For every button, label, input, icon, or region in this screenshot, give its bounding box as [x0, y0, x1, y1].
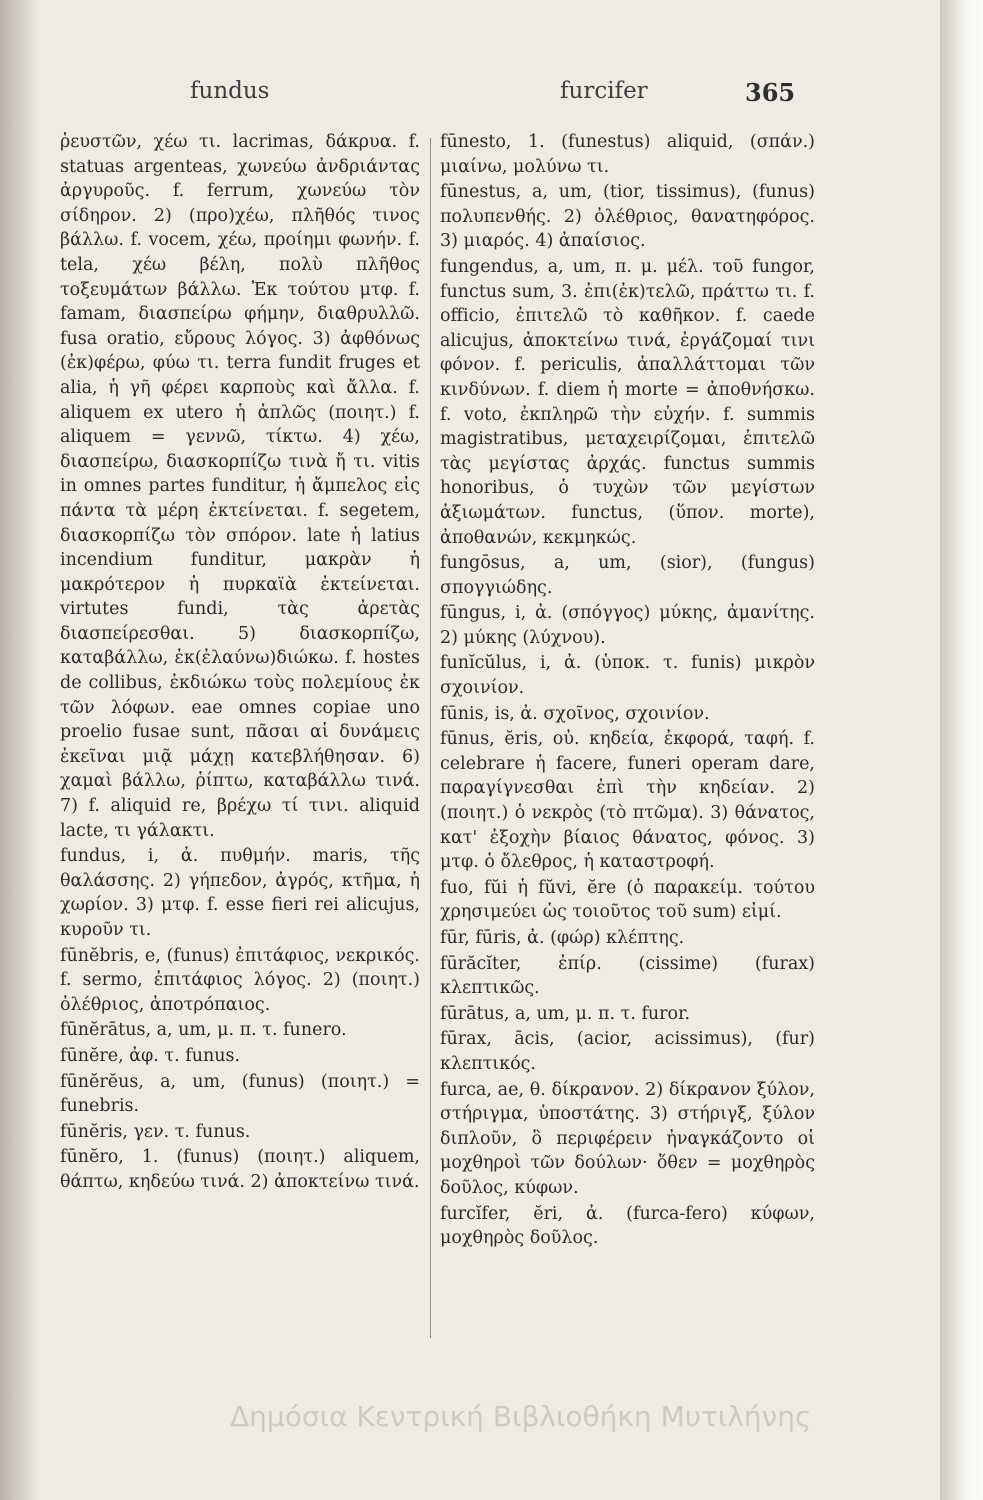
- entry-furca: furca, ae, θ. δίκρανον. 2) δίκρανον ξύλον, στήριγμα, ὑποστάτης. 3) στήριγξ, ξύλον διπλοῦν, ὃ περιφέρειν ἠναγκάζοντο οἱ μοχθηροὶ τῶν δούλων· ὅθεν = μοχθηρὸς δοῦλος, κύφων.: [440, 1079, 815, 1198]
- entry-funeratus: fūnĕrātus, a, um, μ. π. τ. funero.: [60, 1020, 347, 1041]
- entry-funeris: fūnĕris, γεν. τ. funus.: [60, 1121, 251, 1142]
- entry-furaciter: fūrăcĭter, ἐπίρ. (cissime) (furax) κλεπτικῶς.: [440, 953, 815, 999]
- entry-funus: fūnus, ĕris, οὐ. κηδεία, ἐκφορά, ταφή. f. celebrare ἡ facere, funeri operam dare, παραγίγνεσθαι ἐπὶ τὴν κηδείαν. 2) (ποιητ.) ὁ νεκρὸς (τὸ πτῶμα). 3) θάνατος, κατ' ἐξοχὴν βίαιος θάνατος, φόνος. 3) μτφ. ὁ ὄλεθρος, ἡ καταστροφή.: [440, 729, 815, 873]
- page-edge: [940, 0, 983, 1500]
- entry-furcifer: furcĭfer, ĕri, ἀ. (furca-fero) κύφων, μοχθηρὸς δοῦλος.: [440, 1203, 815, 1249]
- entry-fundus: fundus, i, ἀ. πυθμήν. maris, τῆς θαλάσσης. 2) γήπεδον, ἀγρός, κτῆμα, ἡ χωρίον. 3) μτφ. f. esse fieri rei alicujus, κυροῦν τι.: [60, 846, 420, 940]
- entry-funereus: fūnĕrĕus, a, um, (funus) (ποιητ.) = funebris.: [60, 1071, 420, 1117]
- entry-fur: fūr, fūris, ἀ. (φώρ) κλέπτης.: [440, 928, 685, 948]
- entry-funero: fūnĕro, 1. (funus) (ποιητ.) aliquem, θάπτω, κηδεύω τινά. 2) ἀποκτείνω τινά.: [60, 1147, 420, 1192]
- gutter-shadow: [0, 0, 40, 1500]
- entry-fundo-continued: ῥευστῶν, χέω τι. lacrimas, δάκρυα. f. statuas argenteas, χωνεύω ἀνδριάντας ἀργυροῦς. f. ferrum, χωνεύω τὸν σίδηρον. 2) (προ)χέω, πλῆθός τινος βάλλω. f. vocem, χέω, προίημι φωνήν. f. tela, χέω βέλη, πολὺ πλῆθος τοξευμάτων βάλλω. Ἐκ τούτου μτφ. f. famam, διασπείρω φήμην, διαθρυλλῶ. fusa oratio, εὔρους λόγος. 3) ἀφθόνως (ἐκ)φέρω, φύω τι. terra fundit fruges et alia, ἡ γῆ φέρει καρποὺς καὶ ἄλλα. f. aliquem ex utero ἡ ἁπλῶς (ποιητ.) f. aliquem = γεννῶ, τίκτω. 4) χέω, διασπείρω, διασκορπίζω τινὰ ἤ τι. vitis in omnes partes funditur, ἡ ἄμπελος εἰς πάντα τὰ μέρη ἐκτείνεται. f. segetem, διασκορπίζω τὸν σπόρον. late ἡ latius incendium funditur, μακρὰν ἡ μακρότερον ἡ πυρκαϊὰ ἐκτείνεται. virtutes fundi, τὰς ἀρετὰς διασπείρεσθαι. 5) διασκορπίζω, καταβάλλω, ἐκ(ἐλαύνω)διώκω. f. hostes de collibus, ἐκδιώκω τοὺς πολεμίους ἐκ τῶν λόφων. eae omnes copiae uno proelio fusae sunt, πᾶσαι αἱ δυνάμεις ἐκεῖναι μιᾷ μάχῃ κατεβλήθησαν. 6) χαμαὶ βάλλω, ῥίπτω, καταβάλλω τινά. 7) f. aliquid re, βρέχω τί τινι. aliquid lacte, τι γάλακτι.: [60, 132, 420, 841]
- left-column: [60, 130, 420, 1196]
- entry-funebris: fūnĕbris, e, (funus) ἐπιτάφιος, νεκρικός. f. sermo, ἐπιτάφιος λόγος. 2) (ποιητ.) ὀλέθριος, ἀποτρόπαιος.: [60, 945, 420, 1015]
- entry-funis: fūnis, is, ἀ. σχοῖνος, σχοινίον.: [440, 703, 710, 724]
- entry-funiculus: funĭcŭlus, i, ἀ. (ὑποκ. τ. funis) μικρὸν σχοινίον.: [440, 653, 815, 699]
- left-guide-word: fundus: [190, 78, 270, 104]
- entry-furatus: fūrātus, a, um, μ. π. τ. furor.: [440, 1003, 691, 1024]
- library-watermark: Δημόσια Κεντρική Βιβλιοθήκη Μυτιλήνης: [230, 1400, 812, 1433]
- column-divider: [430, 138, 431, 1338]
- entry-furax: fūrax, ācis, (acior, acissimus), (fur) κλεπτικός.: [440, 1029, 815, 1074]
- running-header: [0, 78, 940, 118]
- right-guide-word: furcifer: [560, 78, 648, 104]
- entry-fungus: fūngus, i, ἀ. (σπόγγος) μύκης, ἀμανίτης. 2) μύκης (λύχνου).: [440, 603, 815, 648]
- right-column: [440, 130, 815, 1252]
- entry-funestus: fūnestus, a, um, (tior, tissimus), (funus) πολυπενθής. 2) ὀλέθριος, θανατηφόρος. 3) μιαρός. 4) ἀπαίσιος.: [440, 182, 815, 252]
- entry-funesto: fūnesto, 1. (funestus) aliquid, (σπάν.) μιαίνω, μολύνω τι.: [440, 132, 815, 177]
- page-number: 365: [745, 78, 796, 107]
- entry-fungendus: fungendus, a, um, π. μ. μέλ. τοῦ fungor, functus sum, 3. ἐπι(ἐκ)τελῶ, πράττω τι. f. officio, ἐπιτελῶ τὸ καθῆκον. f. caede alicujus, ἀποκτείνω τινά, ἐργάζομαί τινι φόνον. f. periculis, ἀπαλλάττομαι τῶν κινδύνων. f. diem ἡ morte = ἀποθνήσκω. f. voto, ἐκπληρῶ τὴν εὐχήν. f. summis magistratibus, μεταχειρίζομαι, ἐπιτελῶ τὰς μεγίστας ἀρχάς. functus summis honoribus, ὁ τυχὼν τῶν μεγίστων ἀξιωμάτων. functus, (ὕπον. morte), ἀποθανών, κεκμηκώς.: [440, 256, 815, 548]
- entry-fungosus: fungōsus, a, um, (sior), (fungus) σπογγιώδης.: [440, 553, 815, 598]
- entry-funere: fūnĕre, ἀφ. τ. funus.: [60, 1045, 241, 1066]
- entry-fuo: fuo, fŭi ἡ fŭvi, ĕre (ὁ παρακείμ. τούτου χρησιμεύει ὡς τοιοῦτος τοῦ sum) εἰμί.: [440, 877, 815, 923]
